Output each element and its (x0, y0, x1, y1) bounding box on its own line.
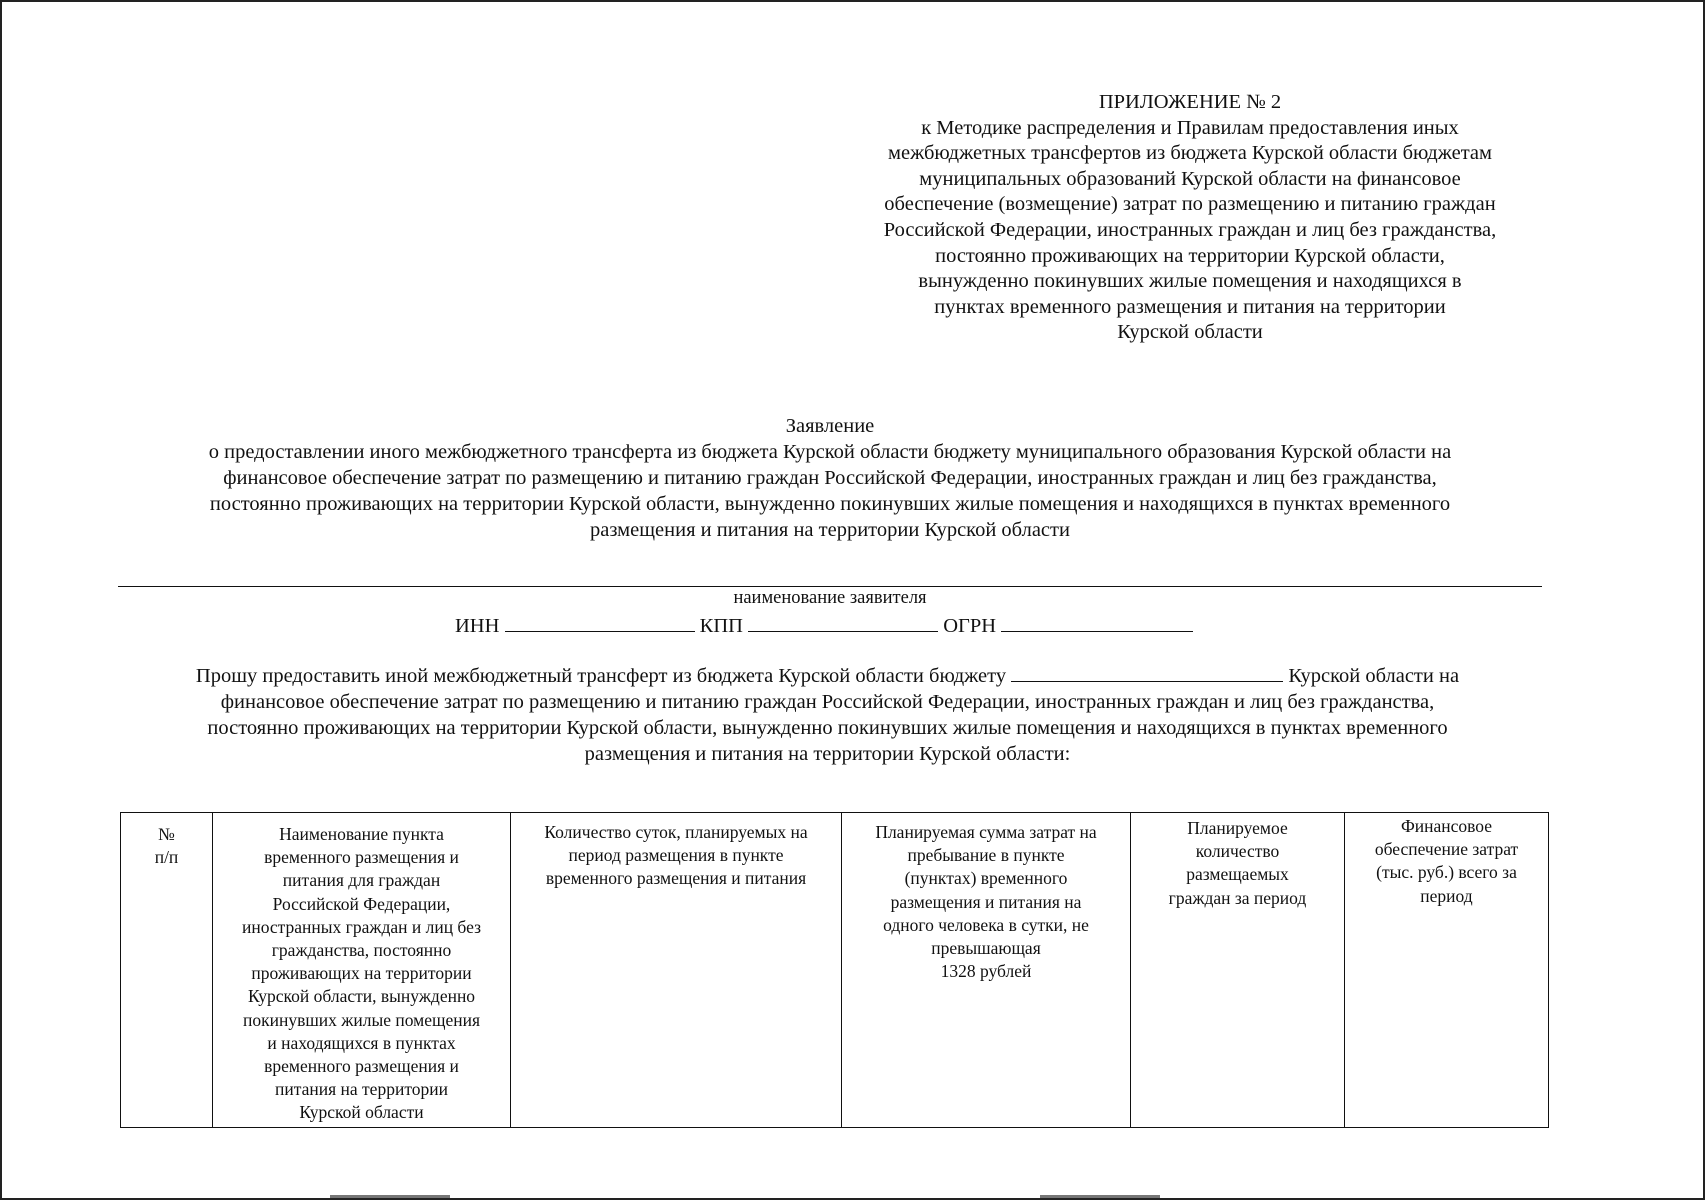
municipality-field[interactable] (1011, 663, 1283, 682)
scan-artifact (330, 1195, 450, 1198)
kpp-field[interactable] (748, 611, 938, 632)
ogrn-label: ОГРН (943, 615, 997, 637)
request-line: финансовое обеспечение затрат по размещению и питанию граждан Российской Федерации, иностранных граждан и лиц без гражданства, (220, 691, 1435, 713)
appendix-title: ПРИЛОЖЕНИЕ № 2 (1098, 91, 1282, 113)
appendix-line: вынужденно покинувших жилые помещения и находящихся в (918, 270, 1462, 293)
header-point-name: Наименование пункта временного размещения и питания для граждан Российской Федерации, иностранных граждан и лиц без гражданства, постоянно проживающих на территории Курской области, вынужденно покинувших жилые помещения и находящихся в пунктах временного размещения и питания на территории Курской области (213, 813, 511, 1128)
statement-line: о предоставлении иного межбюджетного трансферта из бюджета Курской области бюджету муниципального образования Курской области на (208, 441, 1452, 463)
appendix-line: обеспечение (возмещение) затрат по размещению и питанию граждан (884, 193, 1496, 216)
identifiers-row (455, 611, 1193, 639)
appendix-line: пунктах временного размещения и питания на территории (934, 295, 1446, 318)
request-line: постоянно проживающих на территории Курской области, вынужденно покинувших жилые помещения и находящихся в пунктах временного (207, 717, 1448, 739)
statement-line: финансовое обеспечение затрат по размещению и питанию граждан Российской Федерации, иностранных граждан и лиц без гражданства, (223, 467, 1437, 489)
appendix-line: к Методике распределения и Правилам предоставления иных (921, 116, 1459, 139)
scan-artifact (1040, 1195, 1160, 1198)
allocation-table (120, 812, 1549, 1128)
header-days: Количество суток, планируемых на период размещения в пункте временного размещения и питания (511, 813, 842, 1128)
appendix-line: муниципальных образований Курской области на финансовое (919, 167, 1461, 190)
appendix-line: Российской Федерации, иностранных граждан и лиц без гражданства, (883, 218, 1497, 241)
request-line: размещения и питания на территории Курской области: (584, 743, 1071, 765)
ogrn-field[interactable] (1001, 611, 1193, 632)
request-line-1 (130, 663, 1525, 689)
appendix-header (860, 90, 1520, 346)
header-citizen-count: Планируемое количество размещаемых граждан за период (1131, 813, 1345, 1128)
statement-line: размещения и питания на территории Курской области (590, 519, 1070, 541)
request-block (130, 663, 1525, 767)
header-number: № п/п (121, 813, 213, 1128)
appendix-line: постоянно проживающих на территории Курской области, (935, 244, 1445, 267)
appendix-line: межбюджетных трансфертов из бюджета Курской области бюджетам (888, 142, 1492, 165)
inn-field[interactable] (505, 611, 695, 632)
applicant-name-caption: наименование заявителя (733, 588, 927, 608)
appendix-line: Курской области (1117, 321, 1263, 344)
request-text-after: Курской области на (1288, 665, 1460, 687)
inn-label: ИНН (455, 615, 500, 637)
statement-block (110, 413, 1550, 543)
request-text-before: Прошу предоставить иной межбюджетный трансферт из бюджета Курской области бюджету (195, 665, 1007, 687)
header-financing: Финансовое обеспечение затрат (тыс. руб.) всего за период (1345, 813, 1549, 1128)
statement-heading: Заявление (785, 415, 875, 437)
table-header-row (121, 813, 1549, 1128)
header-cost: Планируемая сумма затрат на пребывание в пункте (пунктах) временного размещения и питания на одного человека в сутки, не превышающая 1328 рублей (842, 813, 1131, 1128)
kpp-label: КПП (699, 615, 743, 637)
statement-line: постоянно проживающих на территории Курской области, вынужденно покинувших жилые помещения и находящихся в пунктах временного (209, 493, 1451, 515)
